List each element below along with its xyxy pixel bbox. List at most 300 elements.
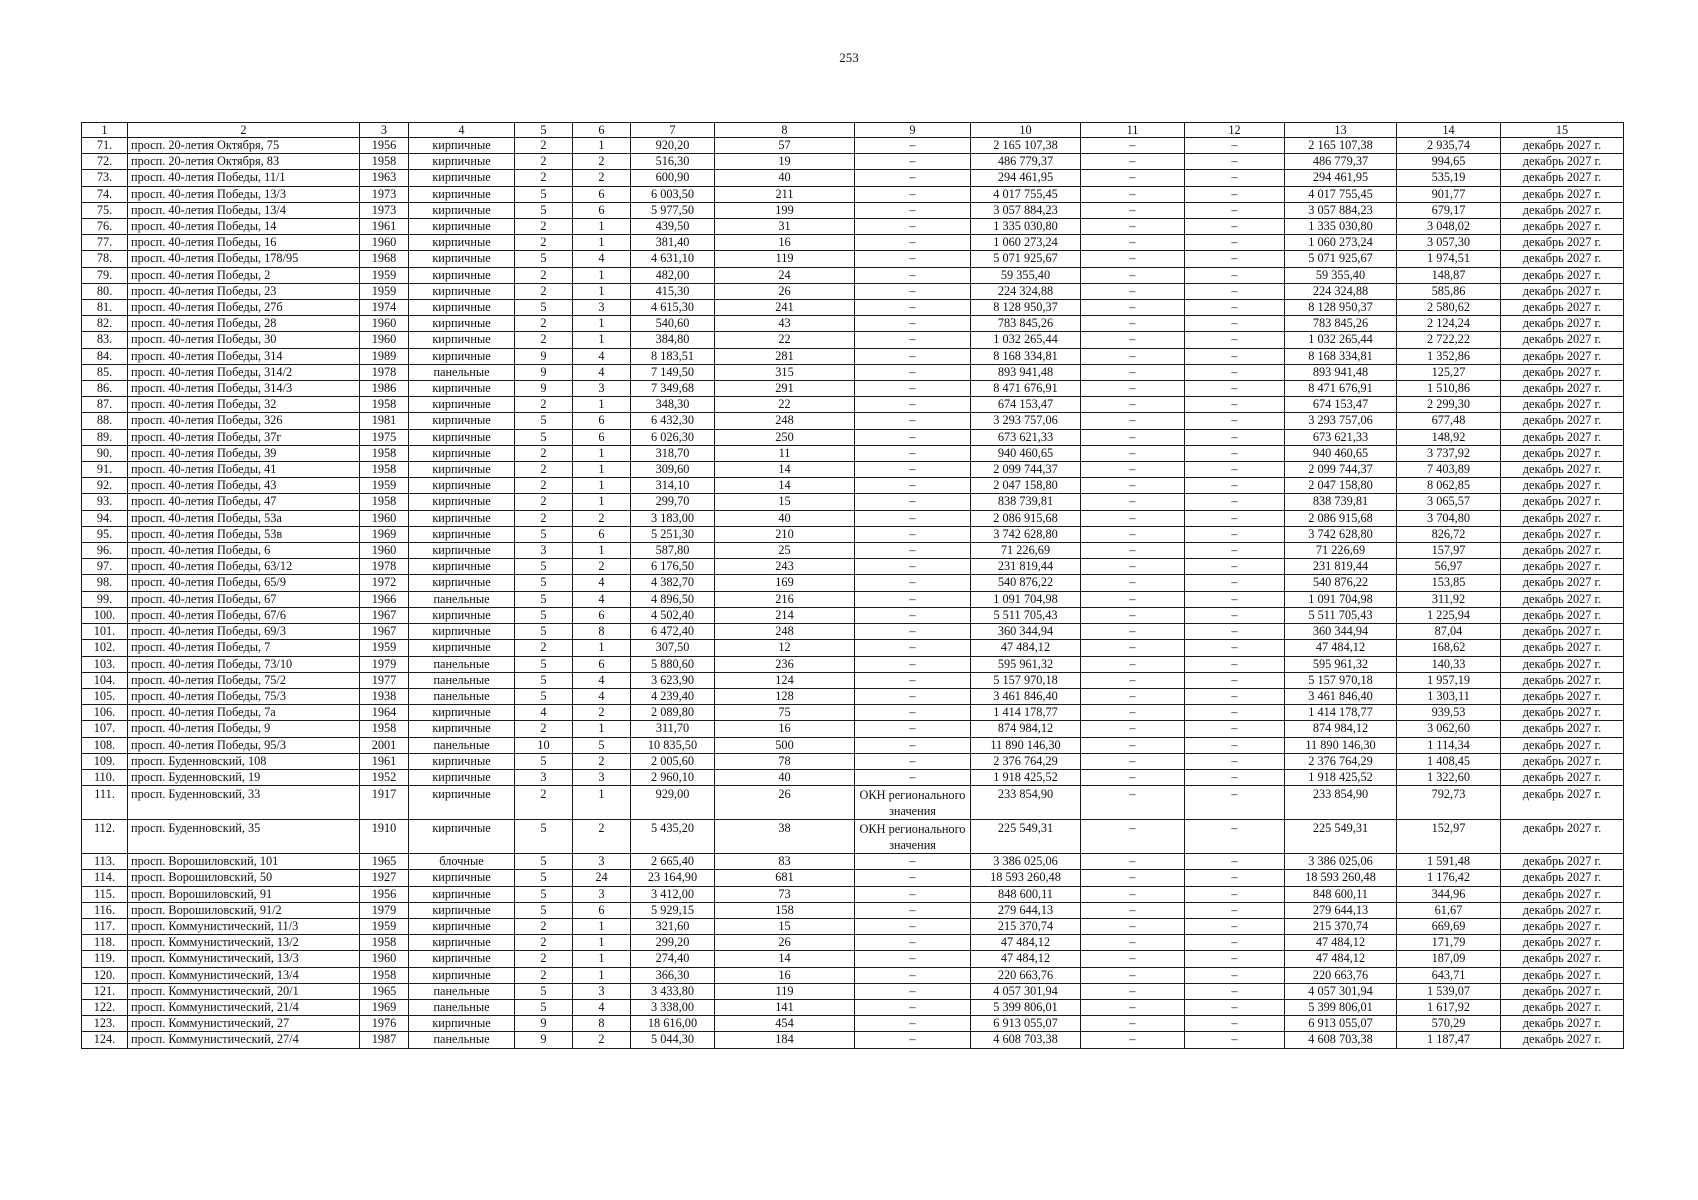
cell-deadline: декабрь 2027 г.: [1501, 983, 1624, 999]
cell-deadline: декабрь 2027 г.: [1501, 640, 1624, 656]
header-cell-12: 12: [1185, 123, 1285, 138]
cell-area: 299,70: [631, 494, 715, 510]
cell-cost-per-sqm: 1 510,86: [1397, 381, 1501, 397]
cell-wall-material: кирпичные: [409, 935, 515, 951]
cell-residents: 78: [715, 753, 855, 769]
cell-address: просп. Ворошиловский, 91/2: [128, 902, 360, 918]
cell-cost: 231 819,44: [971, 559, 1081, 575]
cell-year-built: 1973: [360, 202, 409, 218]
cell-residents: 128: [715, 688, 855, 704]
cell-year-built: 1961: [360, 753, 409, 769]
cell-deadline: декабрь 2027 г.: [1501, 820, 1624, 854]
table-row: [82, 170, 1624, 186]
cell-cost: 47 484,12: [971, 935, 1081, 951]
cell-row-number: 88.: [82, 413, 128, 429]
cell-floors: 2: [515, 154, 573, 170]
cell-col-11: –: [1081, 364, 1185, 380]
cell-floors: 10: [515, 737, 573, 753]
cell-residents: 241: [715, 300, 855, 316]
cell-deadline: декабрь 2027 г.: [1501, 624, 1624, 640]
cell-area: 4 382,70: [631, 575, 715, 591]
cell-row-number: 78.: [82, 251, 128, 267]
cell-address: просп. 40-летия Победы, 39: [128, 445, 360, 461]
cell-year-built: 1960: [360, 543, 409, 559]
cell-heritage-status: –: [855, 219, 971, 235]
cell-address: просп. Коммунистический, 11/3: [128, 918, 360, 934]
cell-address: просп. Буденновский, 35: [128, 820, 360, 854]
table-row: [82, 202, 1624, 218]
cell-cost-per-sqm: 3 048,02: [1397, 219, 1501, 235]
cell-wall-material: кирпичные: [409, 886, 515, 902]
cell-col-11: –: [1081, 170, 1185, 186]
cell-heritage-status: –: [855, 462, 971, 478]
cell-col-11: –: [1081, 462, 1185, 478]
cell-floors: 5: [515, 672, 573, 688]
cell-area: 384,80: [631, 332, 715, 348]
cell-wall-material: кирпичные: [409, 462, 515, 478]
cell-floors: 5: [515, 999, 573, 1015]
cell-col-12: –: [1185, 753, 1285, 769]
cell-year-built: 1972: [360, 575, 409, 591]
cell-entrances: 1: [573, 332, 631, 348]
cell-year-built: 1965: [360, 983, 409, 999]
cell-address: просп. Буденновский, 19: [128, 769, 360, 785]
cell-deadline: декабрь 2027 г.: [1501, 235, 1624, 251]
cell-residents: 248: [715, 413, 855, 429]
cell-cost: 1 060 273,24: [971, 235, 1081, 251]
cell-residents: 25: [715, 543, 855, 559]
cell-wall-material: кирпичные: [409, 494, 515, 510]
cell-wall-material: кирпичные: [409, 154, 515, 170]
cell-floors: 2: [515, 640, 573, 656]
cell-cost-per-sqm: 125,27: [1397, 364, 1501, 380]
cell-col-12: –: [1185, 478, 1285, 494]
cell-address: просп. 20-летия Октября, 75: [128, 138, 360, 154]
cell-residents: 454: [715, 1016, 855, 1032]
cell-floors: 2: [515, 494, 573, 510]
cell-address: просп. 40-летия Победы, 63/12: [128, 559, 360, 575]
cell-col-12: –: [1185, 967, 1285, 983]
cell-row-number: 113.: [82, 854, 128, 870]
cell-wall-material: кирпичные: [409, 445, 515, 461]
cell-row-number: 119.: [82, 951, 128, 967]
cell-wall-material: кирпичные: [409, 1016, 515, 1032]
table-row: [82, 769, 1624, 785]
cell-cost-per-sqm: 3 737,92: [1397, 445, 1501, 461]
cell-floors: 4: [515, 705, 573, 721]
cell-entrances: 1: [573, 786, 631, 820]
cell-cost-per-sqm: 939,53: [1397, 705, 1501, 721]
cell-heritage-status: –: [855, 543, 971, 559]
cell-area: 6 003,50: [631, 186, 715, 202]
cell-year-built: 1965: [360, 854, 409, 870]
cell-col-11: –: [1081, 559, 1185, 575]
cell-floors: 9: [515, 381, 573, 397]
cell-cost-per-sqm: 1 591,48: [1397, 854, 1501, 870]
cell-total-cost: 5 071 925,67: [1285, 251, 1397, 267]
cell-cost: 893 941,48: [971, 364, 1081, 380]
cell-area: 6 472,40: [631, 624, 715, 640]
cell-address: просп. Коммунистический, 20/1: [128, 983, 360, 999]
cell-total-cost: 233 854,90: [1285, 786, 1397, 820]
cell-floors: 3: [515, 543, 573, 559]
cell-cost: 279 644,13: [971, 902, 1081, 918]
cell-cost: 3 461 846,40: [971, 688, 1081, 704]
cell-year-built: 1958: [360, 445, 409, 461]
cell-cost: 18 593 260,48: [971, 870, 1081, 886]
cell-year-built: 1958: [360, 935, 409, 951]
cell-entrances: 1: [573, 267, 631, 283]
cell-col-12: –: [1185, 688, 1285, 704]
cell-deadline: декабрь 2027 г.: [1501, 721, 1624, 737]
cell-col-12: –: [1185, 656, 1285, 672]
cell-year-built: 1956: [360, 138, 409, 154]
cell-cost: 486 779,37: [971, 154, 1081, 170]
cell-col-11: –: [1081, 186, 1185, 202]
cell-heritage-status: –: [855, 967, 971, 983]
cell-col-11: –: [1081, 445, 1185, 461]
cell-address: просп. 40-летия Победы, 43: [128, 478, 360, 494]
cell-area: 415,30: [631, 283, 715, 299]
cell-row-number: 83.: [82, 332, 128, 348]
cell-entrances: 2: [573, 820, 631, 854]
cell-address: просп. 40-летия Победы, 314: [128, 348, 360, 364]
cell-deadline: декабрь 2027 г.: [1501, 999, 1624, 1015]
cell-floors: 5: [515, 607, 573, 623]
cell-entrances: 1: [573, 445, 631, 461]
cell-address: просп. 40-летия Победы, 7а: [128, 705, 360, 721]
cell-residents: 24: [715, 267, 855, 283]
cell-wall-material: кирпичные: [409, 624, 515, 640]
cell-cost-per-sqm: 140,33: [1397, 656, 1501, 672]
cell-address: просп. 40-летия Победы, 73/10: [128, 656, 360, 672]
cell-area: 3 623,90: [631, 672, 715, 688]
cell-address: просп. 40-летия Победы, 75/3: [128, 688, 360, 704]
cell-floors: 9: [515, 348, 573, 364]
cell-col-12: –: [1185, 575, 1285, 591]
cell-floors: 2: [515, 786, 573, 820]
cell-area: 2 665,40: [631, 854, 715, 870]
cell-col-12: –: [1185, 999, 1285, 1015]
cell-heritage-status: –: [855, 672, 971, 688]
cell-year-built: 1960: [360, 235, 409, 251]
cell-entrances: 2: [573, 1032, 631, 1048]
header-cell-10: 10: [971, 123, 1081, 138]
cell-cost-per-sqm: 148,92: [1397, 429, 1501, 445]
cell-row-number: 102.: [82, 640, 128, 656]
cell-area: 23 164,90: [631, 870, 715, 886]
cell-area: 2 089,80: [631, 705, 715, 721]
cell-total-cost: 3 742 628,80: [1285, 526, 1397, 542]
cell-area: 274,40: [631, 951, 715, 967]
cell-col-11: –: [1081, 283, 1185, 299]
table-row: [82, 494, 1624, 510]
cell-entrances: 8: [573, 624, 631, 640]
cell-residents: 250: [715, 429, 855, 445]
cell-address: просп. 20-летия Октября, 83: [128, 154, 360, 170]
cell-total-cost: 4 017 755,45: [1285, 186, 1397, 202]
cell-total-cost: 3 293 757,06: [1285, 413, 1397, 429]
cell-cost-per-sqm: 1 539,07: [1397, 983, 1501, 999]
cell-col-11: –: [1081, 429, 1185, 445]
cell-address: просп. 40-летия Победы, 53в: [128, 526, 360, 542]
cell-col-11: –: [1081, 640, 1185, 656]
cell-cost-per-sqm: 171,79: [1397, 935, 1501, 951]
cell-entrances: 2: [573, 705, 631, 721]
cell-cost-per-sqm: 344,96: [1397, 886, 1501, 902]
cell-cost: 215 370,74: [971, 918, 1081, 934]
cell-total-cost: 595 961,32: [1285, 656, 1397, 672]
cell-col-11: –: [1081, 235, 1185, 251]
cell-heritage-status: –: [855, 235, 971, 251]
cell-row-number: 116.: [82, 902, 128, 918]
table-row: [82, 721, 1624, 737]
cell-floors: 5: [515, 186, 573, 202]
cell-floors: 5: [515, 854, 573, 870]
cell-heritage-status: –: [855, 364, 971, 380]
cell-residents: 169: [715, 575, 855, 591]
cell-row-number: 72.: [82, 154, 128, 170]
cell-heritage-status: –: [855, 170, 971, 186]
cell-col-11: –: [1081, 886, 1185, 902]
cell-residents: 216: [715, 591, 855, 607]
cell-col-12: –: [1185, 918, 1285, 934]
cell-address: просп. Коммунистический, 27/4: [128, 1032, 360, 1048]
cell-heritage-status: –: [855, 918, 971, 934]
cell-cost: 47 484,12: [971, 951, 1081, 967]
cell-row-number: 120.: [82, 967, 128, 983]
cell-address: просп. 40-летия Победы, 14: [128, 219, 360, 235]
table-row: [82, 219, 1624, 235]
table-row: [82, 510, 1624, 526]
cell-area: 920,20: [631, 138, 715, 154]
cell-address: просп. Коммунистический, 27: [128, 1016, 360, 1032]
cell-area: 314,10: [631, 478, 715, 494]
cell-wall-material: кирпичные: [409, 753, 515, 769]
cell-wall-material: кирпичные: [409, 786, 515, 820]
cell-row-number: 105.: [82, 688, 128, 704]
cell-cost-per-sqm: 826,72: [1397, 526, 1501, 542]
cell-cost-per-sqm: 2 580,62: [1397, 300, 1501, 316]
cell-cost-per-sqm: 3 057,30: [1397, 235, 1501, 251]
cell-col-11: –: [1081, 494, 1185, 510]
cell-wall-material: кирпичные: [409, 283, 515, 299]
cell-area: 3 433,80: [631, 983, 715, 999]
cell-col-11: –: [1081, 999, 1185, 1015]
cell-row-number: 93.: [82, 494, 128, 510]
cell-heritage-status: –: [855, 902, 971, 918]
cell-total-cost: 47 484,12: [1285, 640, 1397, 656]
header-cell-5: 5: [515, 123, 573, 138]
cell-heritage-status: –: [855, 138, 971, 154]
cell-wall-material: кирпичные: [409, 381, 515, 397]
cell-col-11: –: [1081, 786, 1185, 820]
cell-entrances: 4: [573, 688, 631, 704]
cell-total-cost: 4 608 703,38: [1285, 1032, 1397, 1048]
cell-row-number: 101.: [82, 624, 128, 640]
cell-area: 381,40: [631, 235, 715, 251]
cell-year-built: 1978: [360, 559, 409, 575]
cell-row-number: 85.: [82, 364, 128, 380]
cell-total-cost: 2 047 158,80: [1285, 478, 1397, 494]
cell-floors: 2: [515, 397, 573, 413]
cell-address: просп. 40-летия Победы, 16: [128, 235, 360, 251]
table-body: [82, 138, 1624, 1049]
cell-cost-per-sqm: 2 124,24: [1397, 316, 1501, 332]
cell-cost-per-sqm: 153,85: [1397, 575, 1501, 591]
cell-total-cost: 3 386 025,06: [1285, 854, 1397, 870]
cell-row-number: 121.: [82, 983, 128, 999]
cell-row-number: 99.: [82, 591, 128, 607]
cell-area: 3 412,00: [631, 886, 715, 902]
cell-floors: 2: [515, 267, 573, 283]
cell-area: 10 835,50: [631, 737, 715, 753]
cell-cost-per-sqm: 2 722,22: [1397, 332, 1501, 348]
cell-floors: 5: [515, 753, 573, 769]
cell-residents: 243: [715, 559, 855, 575]
cell-heritage-status: –: [855, 381, 971, 397]
cell-year-built: 1959: [360, 283, 409, 299]
cell-heritage-status: –: [855, 559, 971, 575]
cell-address: просп. 40-летия Победы, 41: [128, 462, 360, 478]
cell-col-11: –: [1081, 672, 1185, 688]
cell-row-number: 81.: [82, 300, 128, 316]
cell-year-built: 1986: [360, 381, 409, 397]
cell-cost: 783 845,26: [971, 316, 1081, 332]
cell-deadline: декабрь 2027 г.: [1501, 786, 1624, 820]
cell-col-11: –: [1081, 951, 1185, 967]
table-row: [82, 251, 1624, 267]
header-cell-15: 15: [1501, 123, 1624, 138]
cell-total-cost: 47 484,12: [1285, 951, 1397, 967]
cell-col-12: –: [1185, 170, 1285, 186]
cell-floors: 2: [515, 316, 573, 332]
cell-cost: 360 344,94: [971, 624, 1081, 640]
cell-area: 2 960,10: [631, 769, 715, 785]
cell-heritage-status: –: [855, 202, 971, 218]
cell-col-11: –: [1081, 381, 1185, 397]
table-row: [82, 705, 1624, 721]
cell-cost-per-sqm: 1 408,45: [1397, 753, 1501, 769]
cell-deadline: декабрь 2027 г.: [1501, 870, 1624, 886]
cell-entrances: 1: [573, 219, 631, 235]
cell-entrances: 4: [573, 999, 631, 1015]
cell-deadline: декабрь 2027 г.: [1501, 769, 1624, 785]
cell-year-built: 2001: [360, 737, 409, 753]
cell-deadline: декабрь 2027 г.: [1501, 478, 1624, 494]
cell-col-12: –: [1185, 786, 1285, 820]
cell-cost: 4 057 301,94: [971, 983, 1081, 999]
cell-deadline: декабрь 2027 г.: [1501, 918, 1624, 934]
cell-cost: 47 484,12: [971, 640, 1081, 656]
cell-area: 2 005,60: [631, 753, 715, 769]
cell-wall-material: панельные: [409, 999, 515, 1015]
cell-address: просп. Ворошиловский, 50: [128, 870, 360, 886]
cell-heritage-status: –: [855, 154, 971, 170]
cell-heritage-status: –: [855, 870, 971, 886]
cell-col-12: –: [1185, 983, 1285, 999]
cell-entrances: 3: [573, 381, 631, 397]
cell-year-built: 1958: [360, 967, 409, 983]
cell-heritage-status: –: [855, 737, 971, 753]
cell-address: просп. 40-летия Победы, 30: [128, 332, 360, 348]
cell-entrances: 2: [573, 753, 631, 769]
cell-row-number: 73.: [82, 170, 128, 186]
cell-deadline: декабрь 2027 г.: [1501, 316, 1624, 332]
cell-area: 5 929,15: [631, 902, 715, 918]
cell-total-cost: 215 370,74: [1285, 918, 1397, 934]
cell-wall-material: кирпичные: [409, 510, 515, 526]
cell-total-cost: 3 461 846,40: [1285, 688, 1397, 704]
table-row: [82, 283, 1624, 299]
cell-row-number: 104.: [82, 672, 128, 688]
cell-deadline: декабрь 2027 г.: [1501, 154, 1624, 170]
cell-col-11: –: [1081, 267, 1185, 283]
cell-wall-material: кирпичные: [409, 526, 515, 542]
cell-residents: 16: [715, 235, 855, 251]
cell-wall-material: кирпичные: [409, 235, 515, 251]
table-row: [82, 154, 1624, 170]
cell-row-number: 98.: [82, 575, 128, 591]
cell-wall-material: панельные: [409, 672, 515, 688]
cell-col-11: –: [1081, 219, 1185, 235]
cell-entrances: 6: [573, 429, 631, 445]
header-cell-11: 11: [1081, 123, 1185, 138]
cell-address: просп. 40-летия Победы, 13/4: [128, 202, 360, 218]
cell-deadline: декабрь 2027 г.: [1501, 1016, 1624, 1032]
cell-residents: 26: [715, 283, 855, 299]
cell-wall-material: кирпичные: [409, 138, 515, 154]
cell-address: просп. Коммунистический, 21/4: [128, 999, 360, 1015]
cell-year-built: 1979: [360, 902, 409, 918]
cell-cost-per-sqm: 7 403,89: [1397, 462, 1501, 478]
cell-total-cost: 5 157 970,18: [1285, 672, 1397, 688]
cell-entrances: 1: [573, 478, 631, 494]
cell-col-11: –: [1081, 902, 1185, 918]
cell-deadline: декабрь 2027 г.: [1501, 902, 1624, 918]
cell-col-12: –: [1185, 300, 1285, 316]
cell-residents: 281: [715, 348, 855, 364]
cell-entrances: 4: [573, 251, 631, 267]
cell-cost: 540 876,22: [971, 575, 1081, 591]
cell-cost: 59 355,40: [971, 267, 1081, 283]
cell-wall-material: панельные: [409, 983, 515, 999]
cell-residents: 236: [715, 656, 855, 672]
cell-floors: 5: [515, 526, 573, 542]
cell-col-11: –: [1081, 510, 1185, 526]
cell-col-11: –: [1081, 138, 1185, 154]
cell-cost-per-sqm: 669,69: [1397, 918, 1501, 934]
cell-wall-material: кирпичные: [409, 332, 515, 348]
cell-area: 5 044,30: [631, 1032, 715, 1048]
cell-area: 6 026,30: [631, 429, 715, 445]
cell-entrances: 4: [573, 348, 631, 364]
cell-floors: 2: [515, 219, 573, 235]
cell-col-12: –: [1185, 769, 1285, 785]
cell-cost-per-sqm: 994,65: [1397, 154, 1501, 170]
cell-wall-material: кирпичные: [409, 918, 515, 934]
cell-area: 3 338,00: [631, 999, 715, 1015]
cell-total-cost: 893 941,48: [1285, 364, 1397, 380]
cell-row-number: 123.: [82, 1016, 128, 1032]
cell-cost: 8 128 950,37: [971, 300, 1081, 316]
cell-total-cost: 1 032 265,44: [1285, 332, 1397, 348]
cell-cost-per-sqm: 643,71: [1397, 967, 1501, 983]
cell-year-built: 1959: [360, 640, 409, 656]
cell-col-11: –: [1081, 753, 1185, 769]
cell-total-cost: 673 621,33: [1285, 429, 1397, 445]
cell-year-built: 1987: [360, 1032, 409, 1048]
